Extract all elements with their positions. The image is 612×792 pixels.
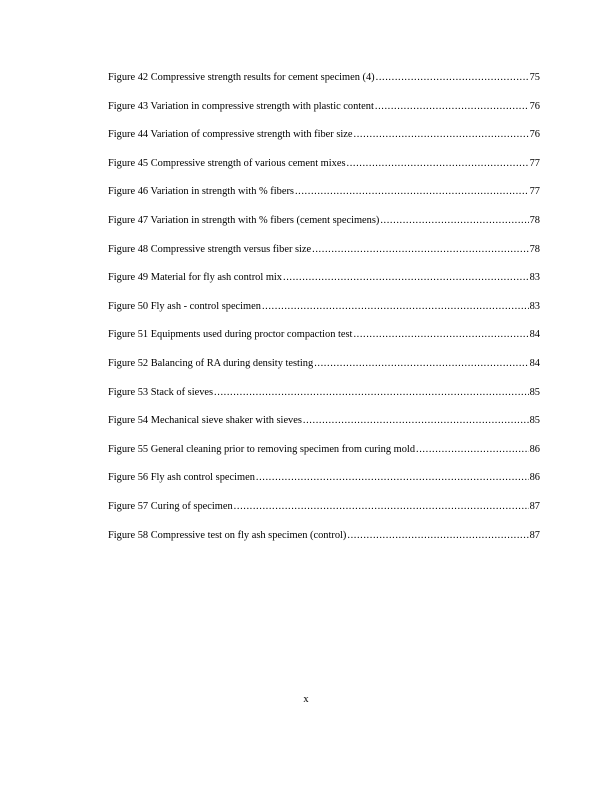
entry-title: Figure 55 General cleaning prior to removing specimen from curing mold xyxy=(108,443,416,455)
toc-entry-figure-48[interactable] xyxy=(108,243,540,257)
entry-title: Figure 51 Equipments used during proctor compaction test xyxy=(108,329,353,341)
entry-title: Figure 47 Variation in strength with % fibers (cement specimens) xyxy=(108,214,380,226)
dot-leader xyxy=(312,243,528,257)
entry-title: Figure 54 Mechanical sieve shaker with sieves xyxy=(108,415,302,427)
entry-page-number: 84 xyxy=(529,329,540,341)
entry-page-number: 86 xyxy=(529,443,540,455)
dot-leader xyxy=(234,500,529,514)
entry-page-number: 76 xyxy=(529,129,540,141)
toc-entry-figure-52[interactable] xyxy=(108,357,540,371)
toc-entry-figure-54[interactable] xyxy=(108,414,540,428)
entry-page-number: 76 xyxy=(529,100,540,112)
toc-entry-figure-53[interactable] xyxy=(108,386,540,400)
dot-leader xyxy=(283,271,529,285)
dot-leader xyxy=(262,300,529,314)
dot-leader xyxy=(354,128,529,142)
entry-title: Figure 43 Variation in compressive strength with plastic content xyxy=(108,100,374,112)
entry-title: Figure 52 Balancing of RA during density testing xyxy=(108,357,314,369)
toc-entry-figure-49[interactable] xyxy=(108,271,540,285)
dot-leader xyxy=(295,185,529,199)
entry-title: Figure 45 Compressive strength of various cement mixes xyxy=(108,157,346,169)
dot-leader xyxy=(347,157,529,171)
dot-leader xyxy=(214,386,529,400)
toc-entry-figure-50[interactable] xyxy=(108,300,540,314)
entry-title: Figure 48 Compressive strength versus fiber size xyxy=(108,243,312,255)
entry-title: Figure 57 Curing of specimen xyxy=(108,500,233,512)
dot-leader xyxy=(303,414,529,428)
entry-title: Figure 49 Material for fly ash control mix xyxy=(108,272,283,284)
list-of-figures xyxy=(108,71,540,557)
dot-leader xyxy=(314,357,528,371)
dot-leader xyxy=(380,214,528,228)
entry-page-number: 85 xyxy=(529,415,540,427)
entry-page-number: 86 xyxy=(529,472,540,484)
entry-title: Figure 53 Stack of sieves xyxy=(108,386,214,398)
entry-page-number: 87 xyxy=(529,500,540,512)
entry-title: Figure 50 Fly ash - control specimen xyxy=(108,300,261,312)
toc-entry-figure-43[interactable] xyxy=(108,100,540,114)
toc-entry-figure-42[interactable] xyxy=(108,71,540,85)
page-number: x xyxy=(303,694,309,705)
entry-page-number: 87 xyxy=(529,529,540,541)
toc-entry-figure-58[interactable] xyxy=(108,529,540,543)
toc-entry-figure-55[interactable] xyxy=(108,443,540,457)
dot-leader xyxy=(376,71,529,85)
entry-page-number: 75 xyxy=(529,72,540,83)
dot-leader xyxy=(347,529,528,543)
toc-entry-figure-56[interactable] xyxy=(108,471,540,485)
toc-entry-figure-57[interactable] xyxy=(108,500,540,514)
dot-leader xyxy=(256,471,529,485)
entry-page-number: 83 xyxy=(529,300,540,312)
entry-title: Figure 58 Compressive test on fly ash specimen (control) xyxy=(108,529,347,541)
entry-page-number: 85 xyxy=(529,386,540,398)
entry-title: Figure 42 Compressive strength results for cement specimen (4) xyxy=(108,72,375,83)
entry-title: Figure 56 Fly ash control specimen xyxy=(108,472,255,484)
entry-page-number: 84 xyxy=(529,357,540,369)
toc-entry-figure-44[interactable] xyxy=(108,128,540,142)
entry-page-number: 78 xyxy=(529,214,540,226)
dot-leader xyxy=(353,328,528,342)
dot-leader xyxy=(375,100,529,114)
toc-entry-figure-46[interactable] xyxy=(108,185,540,199)
toc-entry-figure-51[interactable] xyxy=(108,328,540,342)
entry-title: Figure 46 Variation in strength with % fibers xyxy=(108,186,294,198)
toc-entry-figure-45[interactable] xyxy=(108,157,540,171)
entry-page-number: 78 xyxy=(529,243,540,255)
toc-entry-figure-47[interactable] xyxy=(108,214,540,228)
entry-title: Figure 44 Variation of compressive strength with fiber size xyxy=(108,129,353,141)
entry-page-number: 77 xyxy=(529,186,540,198)
entry-page-number: 77 xyxy=(529,157,540,169)
dot-leader xyxy=(416,443,529,457)
entry-page-number: 83 xyxy=(529,272,540,284)
